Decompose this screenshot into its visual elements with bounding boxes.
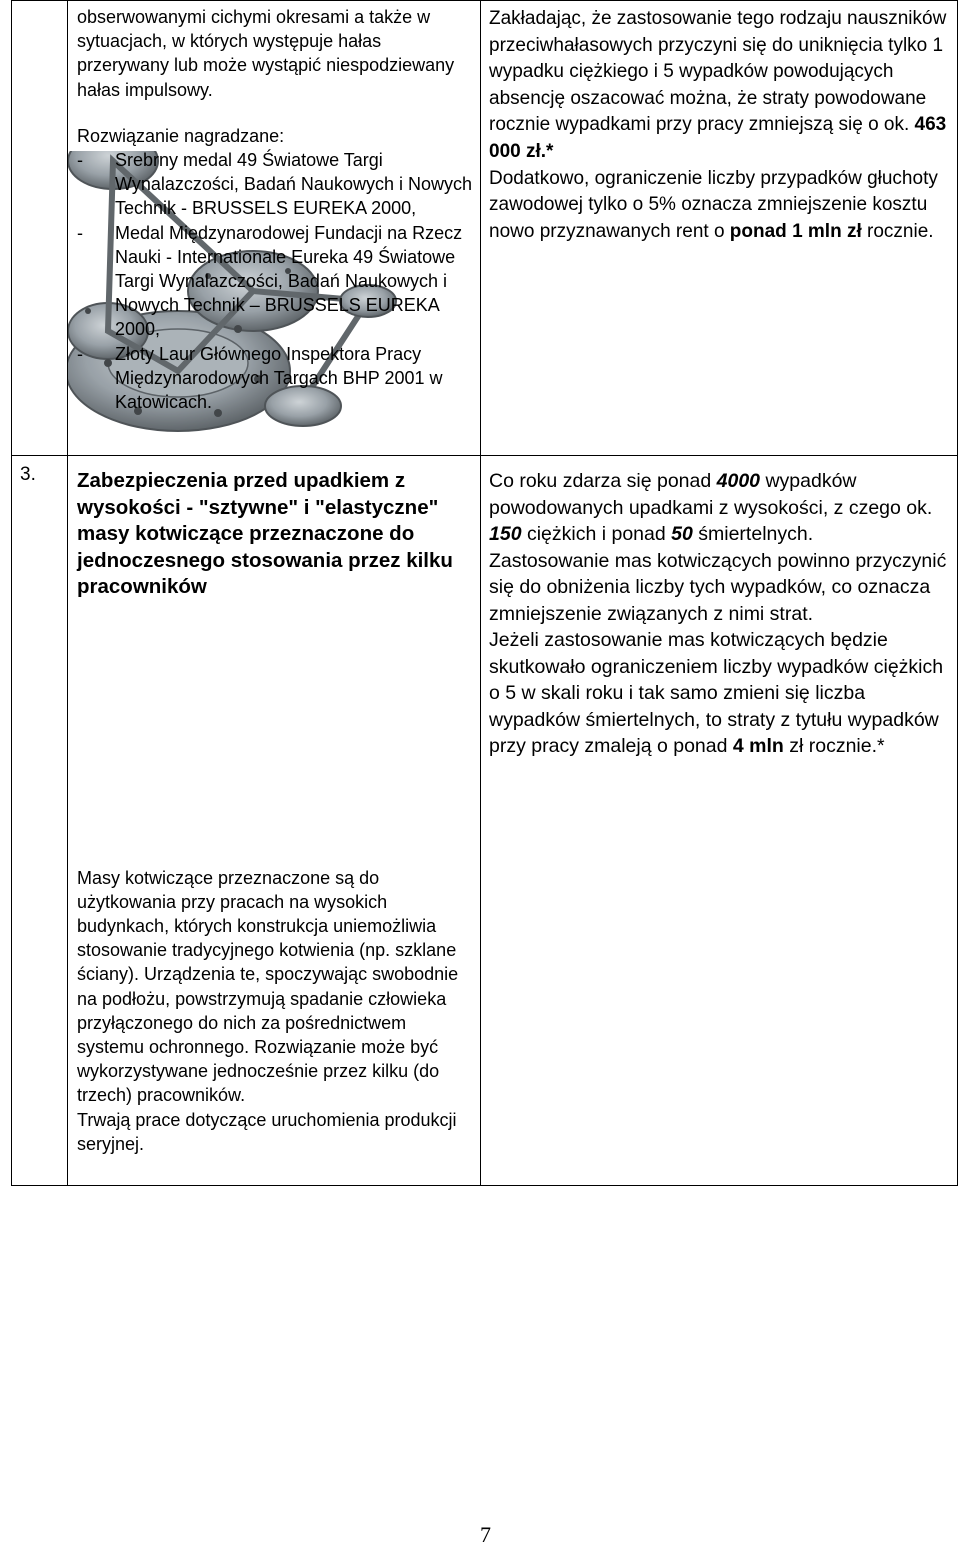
effects-text: Zakładając, że zastosowanie tego rodzaju nauszników przeciwhałasowych przyczyni się do uniknięcia tylko 1 wypadku ciężkiego i 5 wypadków powodujących absencję oszacować można, że straty powodowane rocznie wypadkami przy pracy zmniejszą się o ok. — [489, 8, 947, 136]
effects-text: Dodatkowo, ograniczenie liczby przypadków głuchoty zawodowej tylko o 5% oznacza zmniejszenie kosztu nowo przyznawanych rent o — [489, 167, 938, 242]
description-cell — [68, 456, 481, 1186]
accident-count: 4000 — [716, 470, 761, 492]
serious-count: 150 — [489, 523, 522, 545]
effects-cell — [481, 456, 958, 1186]
award-text: Srebrny medal 49 Światowe Targi Wynalazczości, Badań Naukowych i Nowych Technik - BRUSSELS EUREKA 2000, — [115, 150, 472, 219]
table-row — [12, 456, 958, 1186]
effects-paragraph — [489, 6, 949, 166]
dash-marker: - — [77, 343, 83, 364]
award-text: Medal Międzynarodowej Fundacji na Rzecz Nauki - Internationale Eureka 49 Światowe Targi Wynalazczości, Badań Naukowych i Nowych Technik – BRUSSELS EUREKA 2000, — [115, 222, 463, 340]
description-cell — [68, 1, 481, 456]
effects-amount: ponad 1 mln zł — [729, 220, 862, 242]
solution-heading: Zabezpieczenia przed upadkiem z wysokości - "sztywne" i "elastyczne" masy kotwiczące przeznaczone do jednoczesnego stosowania przez kilku pracowników — [77, 469, 453, 598]
fatal-count: 50 — [671, 523, 693, 545]
effects-paragraph — [489, 627, 949, 760]
effects-paragraph — [489, 166, 949, 246]
effects-cell — [481, 1, 958, 456]
award-text: Złoty Laur Głównego Inspektora Pracy Międzynarodowych Targach BHP 2001 w Katowicach. — [115, 343, 443, 413]
intro-text: obserwowanymi cichymi okresami a także w sytuacjach, w których występuje hałas przerywany lub może wystąpić niespodziewany hałas impulsowy. — [77, 7, 455, 100]
effects-amount: 463 000 zł.* — [489, 114, 947, 162]
solution-description: Masy kotwiczące przeznaczone są do użytkowania przy pracach na wysokich budynkach, których konstrukcja uniemożliwia stosowanie tradycyjnego kotwienia (np. szklane ściany). Urządzenia te, spoczywając swobodnie na podłożu, powstrzymują spadanie człowieka przyłączonego do nich za pośrednictwem systemu ochronnego. Rozwiązanie może być wykorzystywane jednocześnie przez kilku (do trzech) pracowników. — [77, 867, 459, 1106]
effects-text: zł rocznie.* — [783, 735, 885, 757]
table-row — [12, 1, 958, 456]
list-item — [77, 148, 472, 221]
effects-text: śmiertelnych. — [692, 523, 814, 545]
effects-text: ciężkich i ponad — [521, 523, 672, 545]
solutions-table — [11, 0, 958, 1186]
dash-marker: - — [77, 222, 83, 243]
list-item — [77, 221, 472, 342]
awards-heading: Rozwiązanie nagradzane: — [77, 125, 285, 146]
effects-paragraph — [489, 468, 949, 548]
dash-marker: - — [77, 150, 83, 171]
effects-text: rocznie. — [861, 220, 934, 242]
effects-text: Jeżeli zastosowanie mas kotwiczących będzie skutkowało ograniczeniem liczby wypadków ciężkich o 5 w skali roku i tak samo zmieni się liczba wypadków śmiertelnych, to straty z tytułu wypadków przy pracy zmaleją o ponad — [489, 629, 944, 757]
row-number: 3. — [12, 456, 68, 1186]
number-cell-empty — [12, 1, 68, 456]
effects-paragraph: Zastosowanie mas kotwiczących powinno przyczynić się do obniżenia liczby tych wypadków, co oznacza zmniejszenie związanych z nimi strat. — [489, 549, 947, 625]
list-item — [77, 342, 472, 415]
effects-text: wypadków powodowanych upadkami z wysokości, z czego ok. — [489, 470, 933, 519]
effects-text: Co roku zdarza się ponad — [489, 470, 717, 492]
page-number: 7 — [480, 1522, 491, 1547]
effects-amount: 4 mln — [732, 735, 784, 757]
solution-status: Trwają prace dotyczące uruchomienia produkcji seryjnej. — [77, 1109, 457, 1154]
